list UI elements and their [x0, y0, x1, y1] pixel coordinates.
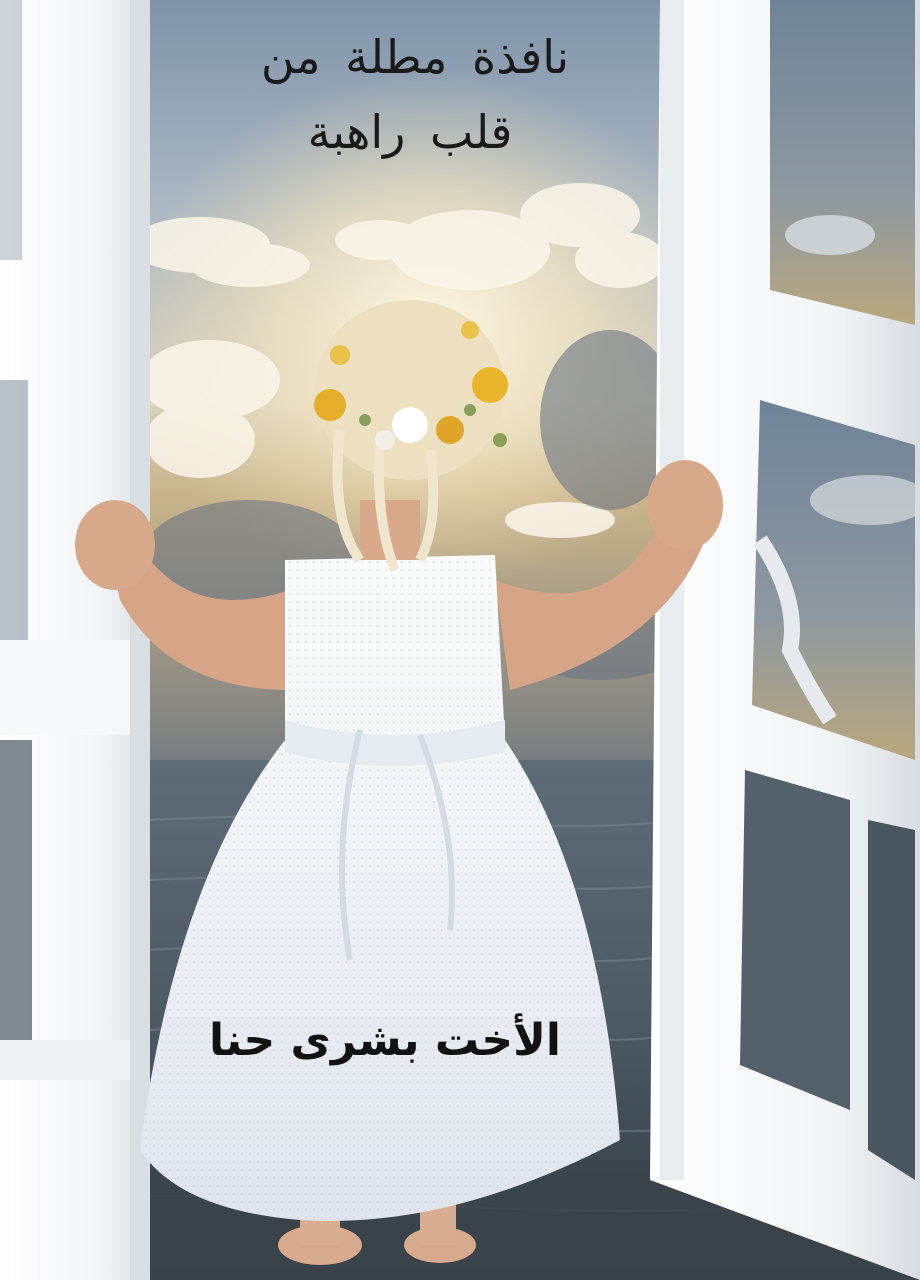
right-window-door	[650, 0, 920, 1280]
book-title-line-2: قلب راهبة	[307, 105, 513, 159]
author-name: الأخت بشرى حنا	[209, 1015, 561, 1066]
left-window-door	[0, 0, 150, 1280]
book-title-line-1: نافذة مطلة من	[260, 30, 570, 84]
